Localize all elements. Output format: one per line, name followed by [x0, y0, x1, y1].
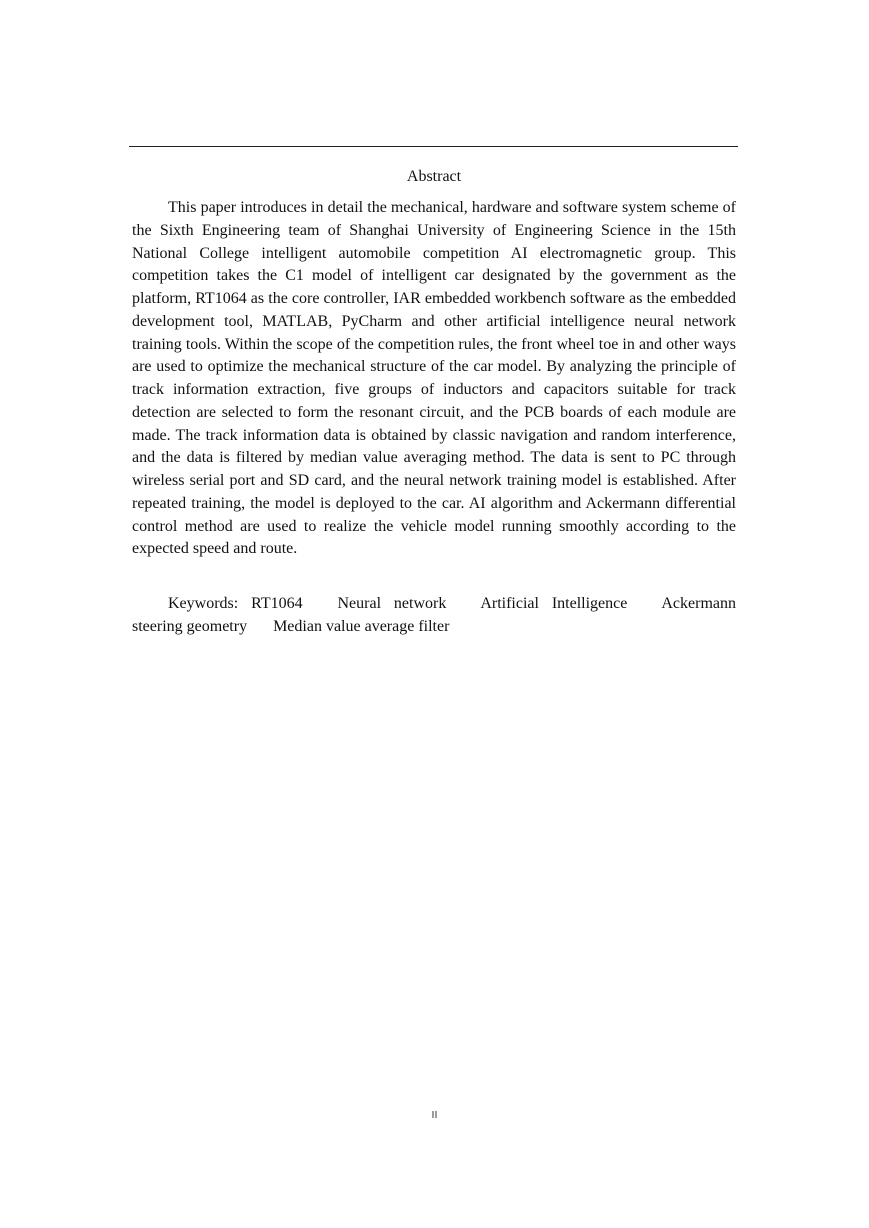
keywords-label: Keywords:	[168, 595, 239, 612]
page-number: II	[431, 1110, 438, 1121]
abstract-title: Abstract	[406, 168, 462, 185]
keyword-item: Neural network	[337, 595, 447, 612]
keyword-item: Artificial Intelligence	[480, 595, 628, 612]
header-rule	[129, 146, 738, 147]
keyword-item: Median value average filter	[273, 617, 450, 635]
abstract-body: This paper introduces in detail the mechanical, hardware and software system scheme of the Sixth Engineering team of Shanghai University of Engineering Science in the 15th National College intelligent automobile competition AI electromagnetic group. This competition takes the C1 model of intelligent car designated by the government as the platform, RT1064 as the core controller, IAR embedded workbench software as the embedded development tool, MATLAB, PyCharm and other artificial intelligence neural network training tools. Within the scope of the competition rules, the front wheel toe in and other ways are used to optimize the mechanical structure of the car model. By analyzing the principle of track information extraction, five groups of inductors and capacitors suitable for track detection are selected to form the resonant circuit, and the PCB boards of each module are made. The track information data is obtained by classic navigation and random interference, and the data is filtered by median value averaging method. The data is sent to PC through wireless serial port and SD card, and the neural network training model is established. After repeated training, the model is deployed to the car. AI algorithm and Ackermann differential control method are used to realize the vehicle model running smoothly according to the expected speed and route.	[132, 199, 736, 558]
keyword-item: Ackermann steering geometry	[132, 595, 737, 635]
keywords-line	[132, 593, 736, 639]
keyword-item: RT1064	[251, 595, 303, 612]
